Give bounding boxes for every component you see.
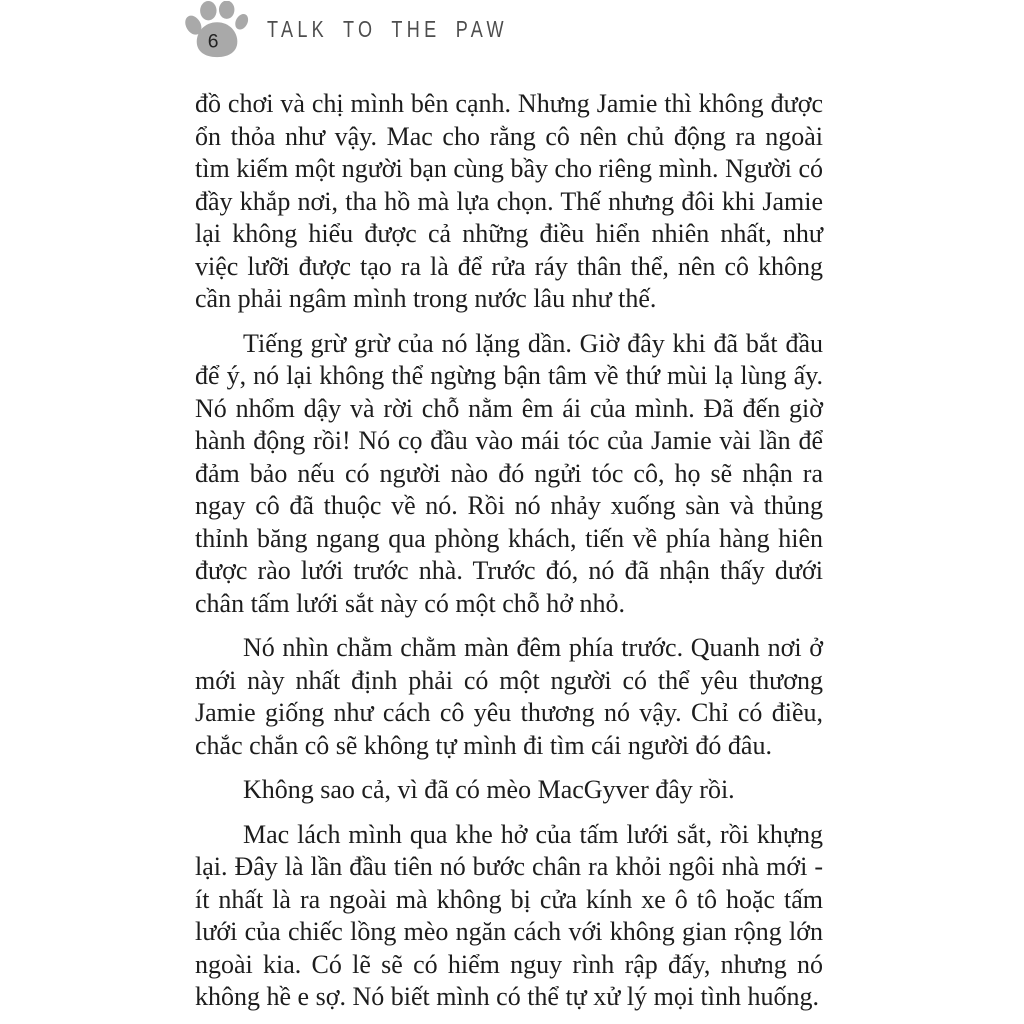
paw-icon: [183, 1, 253, 59]
paragraph: Mac lách mình qua khe hở của tấm lưới sắt, rồi khựng lại. Đây là lần đầu tiên nó bước chân ra khỏi ngôi nhà mới - ít nhất là ra ngoài mà không bị cửa kính xe ô tô hoặc tấm lưới của chiếc lồng mèo ngăn cách với không gian rộng lớn ngoài kia. Có lẽ sẽ có hiểm nguy rình rập đấy, nhưng nó không hề e sợ. Nó biết mình có thể tự xử lý mọi tình huống.: [195, 819, 823, 1011]
paragraph: Nó nhìn chằm chằm màn đêm phía trước. Quanh nơi ở mới này nhất định phải có một người có thể yêu thương Jamie giống như cách cô yêu thương nó vậy. Chỉ có điều, chắc chắn cô sẽ không tự mình đi tìm cái người đó đâu.: [195, 633, 823, 760]
running-head-title: TALK TO THE PAW: [267, 17, 508, 43]
paragraph: Tiếng grừ grừ của nó lặng dần. Giờ đây khi đã bắt đầu để ý, nó lại không thể ngừng bận tâm về thứ mùi lạ lùng ấy. Nó nhổm dậy và rời chỗ nằm êm ái của mình. Đã đến giờ hành động rồi! Nó cọ đầu vào mái tóc của Jamie vài lần để đảm bảo nếu có người nào đó ngửi tóc cô, họ sẽ nhận ra ngay cô đã thuộc về nó. Rồi nó nhảy xuống sàn và thủng thỉnh băng ngang qua phòng khách, tiến về phía hàng hiên được rào lưới trước nhà. Trước đó, nó đã nhận thấy dưới chân tấm lưới sắt này có một chỗ hở nhỏ.: [195, 328, 823, 618]
page-number: 6: [207, 31, 219, 53]
paragraph: Không sao cả, vì đã có mèo MacGyver đây rồi.: [243, 775, 735, 804]
page-header: [0, 0, 1024, 70]
paragraph: đồ chơi và chị mình bên cạnh. Nhưng Jamie thì không được ổn thỏa như vậy. Mac cho rằng cô nên chủ động ra ngoài tìm kiếm một người bạn cùng bầy cho riêng mình. Người có đầy khắp nơi, tha hồ mà lựa chọn. Thế nhưng đôi khi Jamie lại không hiểu được cả những điều hiển nhiên nhất, như việc lưỡi được tạo ra là để rửa ráy thân thể, nên cô không cần phải ngâm mình trong nước lâu như thế.: [195, 89, 823, 313]
body-text: [195, 88, 823, 1024]
